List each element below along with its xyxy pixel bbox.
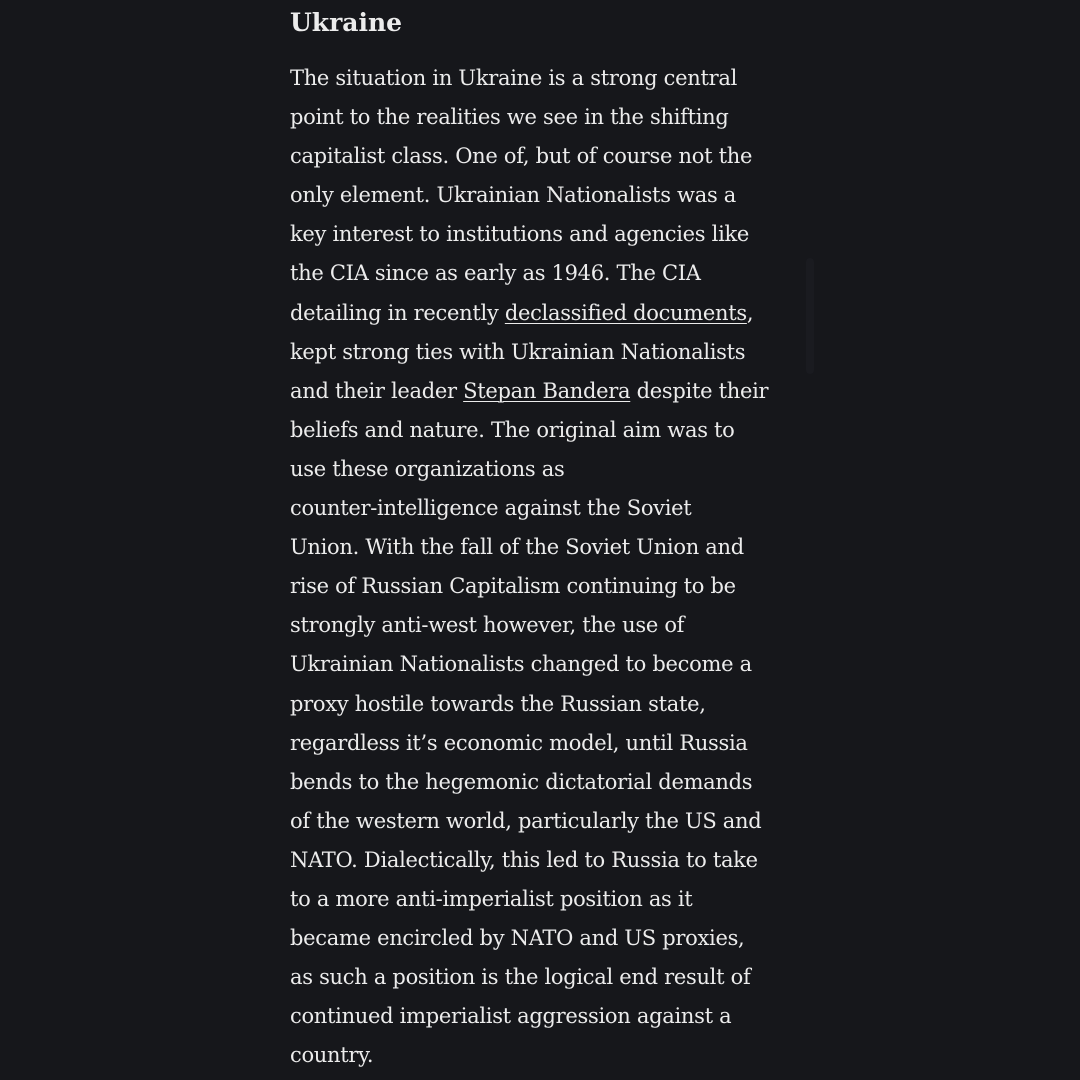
article-paragraph — [290, 59, 768, 1075]
paragraph-line: the CIA since as early as 1946. The CIA — [290, 261, 701, 286]
paragraph-line: regardless it’s economic model, until Russia — [290, 730, 748, 755]
line-text: detailing in recently — [290, 300, 505, 325]
paragraph-line: rise of Russian Capitalism continuing to be — [290, 574, 736, 599]
paragraph-line: proxy hostile towards the Russian state, — [290, 691, 706, 716]
paragraph-line: counter-intelligence against the Soviet — [290, 496, 692, 521]
scrollbar-track[interactable] — [806, 258, 814, 374]
paragraph-line: point to the realities we see in the shifting — [290, 105, 729, 130]
paragraph-line: use these organizations as — [290, 456, 565, 481]
paragraph-line: of the western world, particularly the US and — [290, 808, 762, 833]
line-text: , — [746, 300, 754, 325]
paragraph-line — [290, 372, 768, 411]
paragraph-line: The situation in Ukraine is a strong central — [290, 66, 737, 90]
paragraph-line: NATO. Dialectically, this led to Russia to take — [290, 847, 758, 872]
paragraph-line: became encircled by NATO and US proxies, — [290, 926, 745, 951]
paragraph-line: capitalist class. One of, but of course not the — [290, 144, 753, 169]
paragraph-line: country. — [290, 1043, 374, 1068]
paragraph-line: key interest to institutions and agencies like — [290, 222, 750, 247]
line-text: despite their — [630, 378, 769, 403]
paragraph-line — [290, 294, 768, 333]
paragraph-line: beliefs and nature. The original aim was to — [290, 417, 735, 442]
paragraph-line: only element. Ukrainian Nationalists was a — [290, 183, 737, 208]
paragraph-line: kept strong ties with Ukrainian Nationalists — [290, 339, 746, 364]
paragraph-line: strongly anti-west however, the use of — [290, 613, 685, 638]
declassified-documents-link[interactable]: declassified documents — [504, 300, 747, 325]
paragraph-line: Ukrainian Nationalists changed to become a — [290, 652, 752, 677]
paragraph-line: as such a position is the logical end result of — [290, 965, 751, 990]
line-text: and their leader — [290, 378, 464, 403]
paragraph-line: Union. With the fall of the Soviet Union and — [290, 535, 744, 560]
paragraph-line: to a more anti-imperialist position as it — [290, 886, 693, 911]
article-heading: Ukraine — [290, 8, 403, 37]
paragraph-line: continued imperialist aggression against a — [290, 1004, 732, 1029]
paragraph-line: bends to the hegemonic dictatorial demands — [290, 769, 753, 794]
stepan-bandera-link[interactable]: Stepan Bandera — [463, 378, 631, 403]
